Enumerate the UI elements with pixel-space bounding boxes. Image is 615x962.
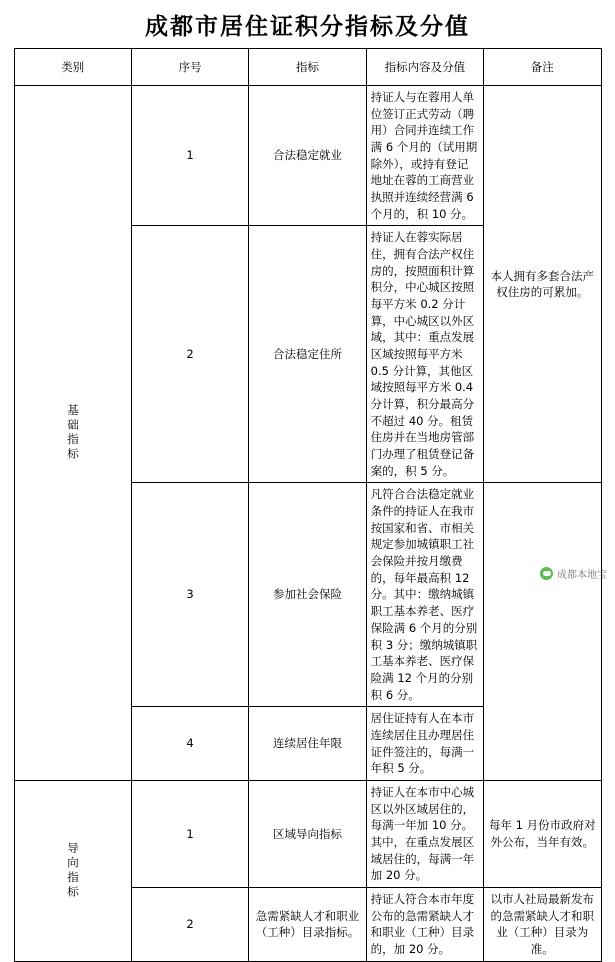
row-remark (484, 483, 601, 780)
row-number: 4 (131, 707, 248, 781)
row-number: 2 (131, 887, 248, 961)
row-number: 1 (131, 86, 248, 226)
row-indicator: 合法稳定住所 (249, 226, 366, 483)
row-indicator: 连续居住年限 (249, 707, 366, 781)
row-content: 居住证持有人在本市连续居住且办理居住证件签注的，每满一年积 5 分。 (366, 707, 483, 781)
header-category: 类别 (14, 49, 131, 86)
category-guidance: 导向指标 (14, 780, 131, 961)
header-number: 序号 (131, 49, 248, 86)
row-content: 持证人在蓉实际居住，拥有合法产权住房的，按照面积计算积分，中心城区按照每平方米 0.2 分计算，中心城区以外区域，其中：重点发展区域按照每平方米 0.5 分计算，其他区域按照每平方米 0.4 分计算，积分最高分不超过 40 分。租赁住房并在当地房管部门办理了租赁登记备案的，积 5 分。 (366, 226, 483, 483)
row-content: 凡符合合法稳定就业条件的持证人在我市按国家和省、市相关规定参加城镇职工社会保险并按月缴费的，每年最高积 12 分。其中：缴纳城镇职工基本养老、医疗保险满 6 个月的分别积 3 分；缴纳城镇职工基本养老、医疗保险满 12 个月的分别积 6 分。 (366, 483, 483, 707)
row-number: 1 (131, 780, 248, 887)
wechat-icon (540, 567, 553, 580)
row-remark: 本人拥有多套合法产权住房的可累加。 (484, 86, 601, 483)
table-header-row (14, 49, 601, 86)
row-remark: 每年 1 月份市政府对外公布，当年有效。 (484, 780, 601, 887)
row-number: 2 (131, 226, 248, 483)
row-indicator: 参加社会保险 (249, 483, 366, 707)
row-indicator: 急需紧缺人才和职业（工种）目录指标。 (249, 887, 366, 961)
page-title: 成都市居住证积分指标及分值 (145, 13, 470, 40)
watermark (540, 566, 607, 581)
row-number: 3 (131, 483, 248, 707)
row-indicator: 合法稳定就业 (249, 86, 366, 226)
scoring-indicator-table (14, 48, 602, 962)
category-basic: 基础指标 (14, 86, 131, 781)
header-indicator: 指标 (249, 49, 366, 86)
table-row (14, 86, 601, 226)
row-remark: 以市人社局最新发布的急需紧缺人才和职业（工种）目录为准。 (484, 887, 601, 961)
table-row (14, 780, 601, 887)
row-content: 持证人在本市中心城区以外区域居住的，每满一年加 10 分。其中，在重点发展区域居住的，每满一年加 20 分。 (366, 780, 483, 887)
watermark-label: 成都本地宝 (557, 570, 607, 581)
header-content: 指标内容及分值 (366, 49, 483, 86)
row-indicator: 区域导向指标 (249, 780, 366, 887)
row-content: 持证人符合本市年度公布的急需紧缺人才和职业（工种）目录的，加 20 分。 (366, 887, 483, 961)
row-content: 持证人与在蓉用人单位签订正式劳动（聘用）合同并连续工作满 6 个月的（试用期除外），或持有登记地址在蓉的工商营业执照并连续经营满 6 个月的，积 10 分。 (366, 86, 483, 226)
header-remark: 备注 (484, 49, 601, 86)
